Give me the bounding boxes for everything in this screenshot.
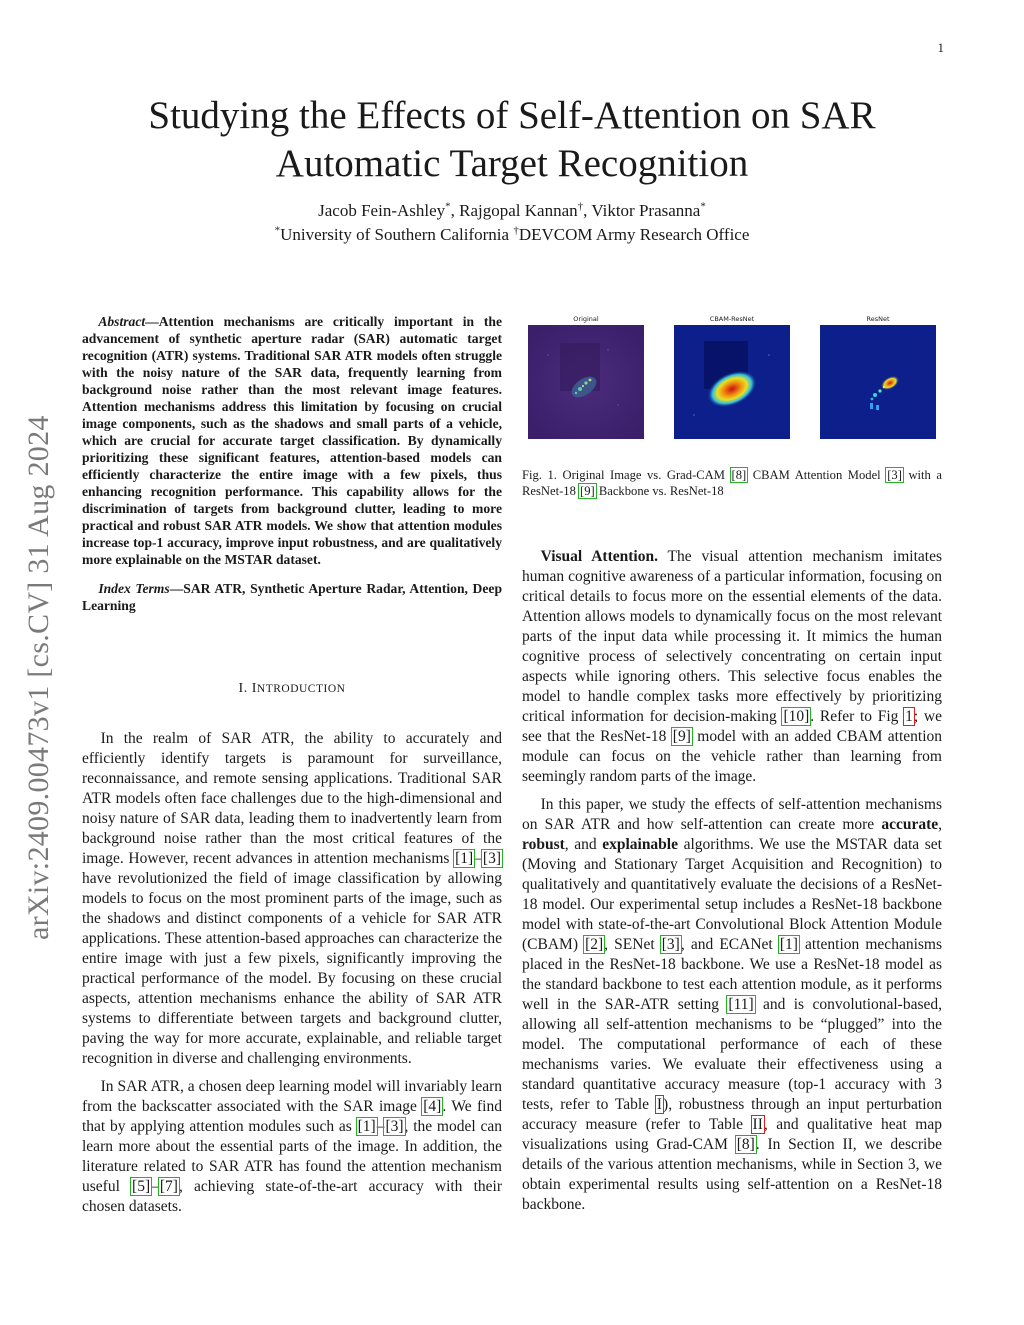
- citation-link[interactable]: [1]: [779, 936, 798, 953]
- paper-overview-paragraph: In this paper, we study the effects of self-attention mechanisms on SAR ATR and how self-attention can create more accurate, robust, and explainable algorithms. We use the MSTAR data set (Moving and Stationary Target Acquisition and Recognition) to qualitatively and quantitatively evaluate the decisions of a ResNet-18 model. Our experimental setup includes a ResNet-18 backbone model with state-of-the-art Convolutional Block Attention Module (CBAM) [2], SENet [3], and ECANet [1] attention mechanisms placed in the ResNet-18 backbone. We use a ResNet-18 model as the standard backbone to test each attention module, as it performs well in the SAR-ATR setting [11] and is convolutional-based, allowing all self-attention mechanisms to be “plugged” into the model. The computational performance of each of these mechanisms varies. We evaluate their effectiveness using a standard quantitative accuracy measure (top-1 accuracy with 3 tests, refer to Table I), robustness through an input perturbation accuracy measure (refer to Table II, and qualitative heat map visualizations using Grad-CAM [8]. In Section II, we describe details of the various attention mechanisms, while in Section 3, we obtain experimental results using self-attention on a ResNet-18 backbone.: [522, 796, 943, 1213]
- visual-attention-paragraph: Visual Attention. The visual attention mechanism imitates human cognitive awareness of a particular information, focusing on critical details to focus more on the essential elements of the data. Attention allows models to dynamically focus on the most relevant parts of the input data while processing it. It mimics the human cognitive process of selectively concentrating on certain input aspects while ignoring others. This selective focus enables the model to handle complex tasks more effectively by prioritizing critical information for decision-making [10]. Refer to Fig 1; we see that the ResNet-18 [9] model with an added CBAM attention module can focus on the vehicle rather than learning from seemingly random parts of the image.: [522, 548, 942, 785]
- index-terms-label: Index Terms: [98, 581, 170, 596]
- arxiv-identifier-stamp: arXiv:2409.00473v1 [cs.CV] 31 Aug 2024: [22, 415, 55, 940]
- abstract-text: —Attention mechanisms are critically important in the advancement of synthetic aperture radar (SAR) automatic target recognition (ATR) systems. Traditional SAR ATR models often struggle with the noisy nature of the SAR data, frequently learning from background noise rather than the most relevant image features. Attention mechanisms address this limitation by focusing on crucial image components, such as the shadows and small parts of a vehicle, which are crucial for accurate target classification. By dynamically prioritizing these significant features, attention-based models can efficiently characterize the entire image with a few pixels, thus enhancing recognition performance. This capability allows for the discrimination of targets from background clutter, leading to more practical and robust SAR ATR models. We show that attention modules increase top-1 accuracy, improve input robustness, and are qualitatively more explainable on the MSTAR dataset.: [82, 314, 502, 567]
- citation-link[interactable]: [3]: [385, 1118, 404, 1135]
- left-column: [82, 313, 502, 1225]
- table-reference-link[interactable]: I: [656, 1096, 663, 1113]
- citation-link[interactable]: [11]: [728, 996, 754, 1013]
- intro-paragraph-1: In the realm of SAR ATR, the ability to accurately and efficiently identify targets is paramount for surveillance, reconnaissance, and remote sensing applications. Traditional SAR ATR models often face challenges due to the high-dimensional and noisy nature of SAR data, leading them to inadvertently learn from background noise rather than the most critical features of the image. However, recent advances in attention mechanisms [1]–[3] have revolutionized the field of image classification by allowing models to focus on the most prominent parts of the image, such as the shadows and distinct components of a vehicle for SAR ATR applications. These attention-based approaches can characterize the entire image with just a few pixels, significantly improving the practical performance of the model. By focusing on these crucial aspects, attention mechanisms enhance the ability of SAR ATR systems to differentiate between targets and background clutter, paving the way for more accurate, explainable, and reliable target recognition in diverse and challenging environments.: [82, 730, 502, 1067]
- citation-link[interactable]: [3]: [482, 850, 501, 867]
- author-list: Jacob Fein-Ashley*, Rajgopal Kannan†, Viktor Prasanna*: [318, 200, 706, 220]
- page-number: 1: [937, 40, 944, 55]
- citation-link[interactable]: [5]: [132, 1178, 151, 1195]
- table-reference-link[interactable]: II: [752, 1116, 763, 1133]
- citation-link[interactable]: [3]: [661, 936, 680, 953]
- right-column: [522, 313, 942, 1223]
- author-name: Viktor Prasanna: [591, 201, 701, 220]
- paragraph-heading: Visual Attention.: [540, 548, 658, 565]
- panel-label: CBAM-ResNet: [709, 315, 755, 323]
- index-terms: [82, 580, 502, 614]
- citation-link[interactable]: [9]: [672, 728, 691, 745]
- citation-link[interactable]: [4]: [423, 1098, 442, 1115]
- section-heading-introduction: I. INTRODUCTION: [238, 681, 346, 696]
- gradcam-resnet-heatmap: [820, 325, 936, 439]
- figure-panel-resnet: [820, 313, 936, 439]
- abstract-label: Abstract: [98, 314, 146, 329]
- index-terms-text: —SAR ATR, Synthetic Aperture Radar, Attention, Deep Learning: [82, 581, 503, 613]
- sar-original-image: [528, 325, 644, 439]
- affiliations: *University of Southern California †DEVCOM Army Research Office: [274, 224, 750, 244]
- citation-link[interactable]: [10]: [783, 708, 810, 725]
- intro-paragraph-2: In SAR ATR, a chosen deep learning model will invariably learn from the backscatter associated with the SAR image [4]. We find that by applying attention modules such as [1]–[3], the model can learn more about the essential parts of the image. In addition, the literature related to SAR ATR has found the attention mechanism useful [5]–[7], achieving state-of-the-art accuracy with their chosen datasets.: [82, 1078, 502, 1215]
- figure-1: [522, 313, 942, 453]
- affiliation-1: University of Southern California: [280, 225, 510, 244]
- title-block: [82, 92, 942, 246]
- panel-label: ResNet: [866, 315, 890, 323]
- citation-link[interactable]: [8]: [731, 468, 747, 482]
- abstract: [82, 313, 502, 568]
- figure-reference-link[interactable]: 1: [905, 708, 913, 725]
- paper-title-line-2: Automatic Target Recognition: [275, 142, 749, 185]
- paper-title-line-1: Studying the Effects of Self-Attention on SAR: [148, 94, 876, 137]
- citation-link[interactable]: [8]: [736, 1136, 755, 1153]
- citation-link[interactable]: [1]: [455, 850, 474, 867]
- figure-panel-original: [528, 313, 644, 439]
- author-name: Jacob Fein-Ashley: [318, 201, 446, 220]
- panel-label: Original: [573, 315, 599, 323]
- figure-panel-cbam-resnet: [674, 313, 790, 439]
- citation-link[interactable]: [9]: [580, 484, 595, 498]
- affiliation-2: DEVCOM Army Research Office: [518, 225, 750, 244]
- author-name: Rajgopal Kannan: [459, 201, 578, 220]
- citation-link[interactable]: [2]: [585, 936, 604, 953]
- citation-link[interactable]: [7]: [159, 1178, 178, 1195]
- citation-link[interactable]: [1]: [357, 1118, 376, 1135]
- figure-1-caption: Fig. 1. Original Image vs. Grad-CAM [8] CBAM Attention Model [3] with a ResNet-18 [9] Backbone vs. ResNet-18: [522, 468, 942, 498]
- citation-link[interactable]: [3]: [887, 468, 902, 482]
- gradcam-cbam-heatmap: [674, 325, 790, 439]
